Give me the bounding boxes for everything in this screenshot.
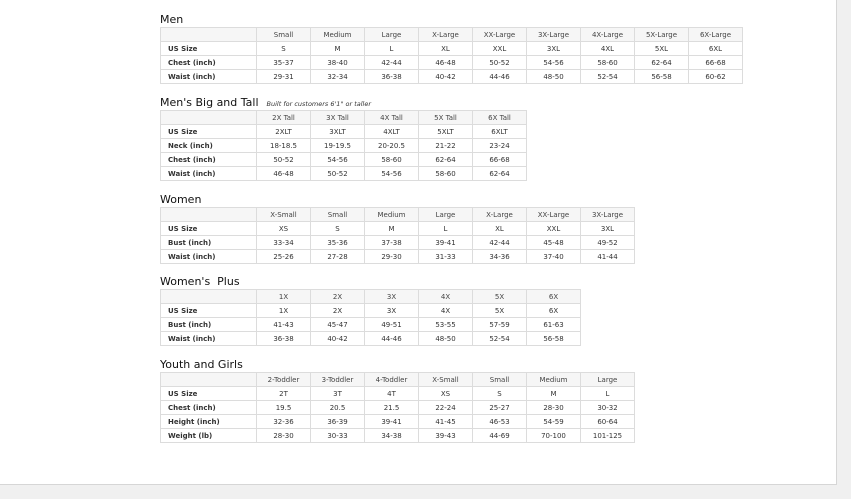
window-frame-right [837, 0, 851, 485]
row-label: Weight (lb) [161, 429, 257, 443]
table-cell: 60-64 [581, 415, 635, 429]
table-cell: 44-46 [365, 332, 419, 346]
table-cell: 6XL [689, 42, 743, 56]
header-row [161, 28, 743, 42]
section-title: Youth and Girls [160, 358, 243, 371]
column-header: 4X-Large [581, 28, 635, 42]
table-cell: 39-41 [419, 236, 473, 250]
table-cell: 49-52 [581, 236, 635, 250]
table-cell: 36-38 [365, 70, 419, 84]
table-cell: XS [257, 222, 311, 236]
row-label: Chest (inch) [161, 56, 257, 70]
column-header: Medium [365, 208, 419, 222]
table-cell: 39-43 [419, 429, 473, 443]
table-cell: 48-50 [527, 70, 581, 84]
table-cell: 45-47 [311, 318, 365, 332]
table-cell: 18-18.5 [257, 139, 311, 153]
row-label: US Size [161, 222, 257, 236]
column-header: Large [581, 373, 635, 387]
header-row [161, 208, 635, 222]
row-label: Chest (inch) [161, 401, 257, 415]
table-cell: 41-43 [257, 318, 311, 332]
table-cell: L [419, 222, 473, 236]
table-cell: 54-56 [365, 167, 419, 181]
table-cell: 56-58 [527, 332, 581, 346]
table-cell: 2XLT [257, 125, 311, 139]
table-cell: 3XLT [311, 125, 365, 139]
table-cell: 25-26 [257, 250, 311, 264]
table-cell: 28-30 [257, 429, 311, 443]
table-cell: 66-68 [473, 153, 527, 167]
table-row [161, 401, 635, 415]
section-womens-plus [160, 274, 581, 346]
table-cell: XXL [527, 222, 581, 236]
table-cell: 27-28 [311, 250, 365, 264]
header-row [161, 290, 581, 304]
table-cell: 19-19.5 [311, 139, 365, 153]
column-header: 4-Toddler [365, 373, 419, 387]
row-label: US Size [161, 125, 257, 139]
table-cell: 34-38 [365, 429, 419, 443]
column-header: Medium [527, 373, 581, 387]
table-row [161, 56, 743, 70]
table-row [161, 125, 527, 139]
table-row [161, 167, 527, 181]
section-subtitle: Built for customers 6'1" or taller [266, 100, 372, 108]
table-row [161, 332, 581, 346]
column-header: Large [365, 28, 419, 42]
table-cell: 31-33 [419, 250, 473, 264]
table-cell: 23-24 [473, 139, 527, 153]
table-cell: 32-36 [257, 415, 311, 429]
table-cell: 52-54 [581, 70, 635, 84]
table-cell: 46-48 [257, 167, 311, 181]
table-cell: 42-44 [473, 236, 527, 250]
table-cell: M [365, 222, 419, 236]
table-cell: 44-69 [473, 429, 527, 443]
table-row [161, 318, 581, 332]
table-cell: XS [419, 387, 473, 401]
table-cell: 58-60 [581, 56, 635, 70]
table-cell: 54-59 [527, 415, 581, 429]
table-cell: M [311, 42, 365, 56]
column-header: 3-Toddler [311, 373, 365, 387]
column-header: 3X-Large [527, 28, 581, 42]
table-cell: 56-58 [635, 70, 689, 84]
table-cell: 66-68 [689, 56, 743, 70]
table-cell: 36-38 [257, 332, 311, 346]
table-cell: 21-22 [419, 139, 473, 153]
column-header: 2-Toddler [257, 373, 311, 387]
table-cell: S [311, 222, 365, 236]
column-header: 6X [527, 290, 581, 304]
table-cell: 3XL [527, 42, 581, 56]
table-cell: 48-50 [419, 332, 473, 346]
table-cell: 30-32 [581, 401, 635, 415]
table-cell: 54-56 [527, 56, 581, 70]
table-cell: 6XLT [473, 125, 527, 139]
table-cell: M [527, 387, 581, 401]
table-row [161, 387, 635, 401]
table-row [161, 236, 635, 250]
table-cell: 41-44 [581, 250, 635, 264]
column-header: 6X-Large [689, 28, 743, 42]
table-cell: 42-44 [365, 56, 419, 70]
column-header: 3X [365, 290, 419, 304]
size-table-youth-and-girls [160, 372, 635, 443]
table-cell: 3T [311, 387, 365, 401]
column-header: XX-Large [473, 28, 527, 42]
table-cell: 62-64 [419, 153, 473, 167]
table-cell: XXL [473, 42, 527, 56]
section-title: Women's Plus [160, 275, 240, 288]
header-row [161, 111, 527, 125]
column-header: X-Large [473, 208, 527, 222]
header-row [161, 373, 635, 387]
table-cell: 61-63 [527, 318, 581, 332]
table-cell: 50-52 [473, 56, 527, 70]
column-header: 4X [419, 290, 473, 304]
table-cell: 2T [257, 387, 311, 401]
row-label: US Size [161, 42, 257, 56]
section-title: Women [160, 193, 202, 206]
row-label: Height (inch) [161, 415, 257, 429]
row-label: Waist (inch) [161, 250, 257, 264]
table-cell: 57-59 [473, 318, 527, 332]
row-label: US Size [161, 304, 257, 318]
table-cell: 37-38 [365, 236, 419, 250]
header-corner [161, 290, 257, 304]
table-cell: 5X [473, 304, 527, 318]
column-header: 6X Tall [473, 111, 527, 125]
table-cell: 33-34 [257, 236, 311, 250]
table-cell: 40-42 [419, 70, 473, 84]
table-cell: 6X [527, 304, 581, 318]
table-cell: 5XLT [419, 125, 473, 139]
size-table-womens-plus [160, 289, 581, 346]
table-cell: 29-31 [257, 70, 311, 84]
table-cell: 60-62 [689, 70, 743, 84]
table-cell: 40-42 [311, 332, 365, 346]
table-cell: 45-48 [527, 236, 581, 250]
table-cell: 4X [419, 304, 473, 318]
table-cell: 22-24 [419, 401, 473, 415]
row-label: Waist (inch) [161, 70, 257, 84]
column-header: 5X-Large [635, 28, 689, 42]
row-label: Neck (inch) [161, 139, 257, 153]
table-cell: 58-60 [365, 153, 419, 167]
table-cell: 30-33 [311, 429, 365, 443]
table-cell: 32-34 [311, 70, 365, 84]
table-cell: 38-40 [311, 56, 365, 70]
section-mens-big-and-tall [160, 95, 527, 181]
header-corner [161, 208, 257, 222]
table-cell: 50-52 [311, 167, 365, 181]
table-cell: 62-64 [473, 167, 527, 181]
table-cell: 1X [257, 304, 311, 318]
table-cell: 29-30 [365, 250, 419, 264]
table-cell: 34-36 [473, 250, 527, 264]
table-cell: S [257, 42, 311, 56]
window-frame-bottom [0, 485, 851, 499]
section-title: Men [160, 13, 184, 26]
column-header: X-Large [419, 28, 473, 42]
row-label: Chest (inch) [161, 153, 257, 167]
column-header: Small [257, 28, 311, 42]
section-men [160, 12, 743, 84]
table-row [161, 139, 527, 153]
column-header: X-Small [257, 208, 311, 222]
table-cell: 3X [365, 304, 419, 318]
table-cell: 4XLT [365, 125, 419, 139]
table-cell: 35-36 [311, 236, 365, 250]
table-row [161, 415, 635, 429]
column-header: 3X Tall [311, 111, 365, 125]
table-cell: 41-45 [419, 415, 473, 429]
size-table-mens-big-and-tall [160, 110, 527, 181]
column-header: 4X Tall [365, 111, 419, 125]
table-cell: L [581, 387, 635, 401]
table-cell: 4T [365, 387, 419, 401]
table-cell: XL [473, 222, 527, 236]
table-cell: 46-48 [419, 56, 473, 70]
column-header: Medium [311, 28, 365, 42]
column-header: Large [419, 208, 473, 222]
table-cell: 49-51 [365, 318, 419, 332]
column-header: Small [311, 208, 365, 222]
table-cell: 21.5 [365, 401, 419, 415]
table-cell: 46-53 [473, 415, 527, 429]
header-corner [161, 28, 257, 42]
table-cell: 20.5 [311, 401, 365, 415]
table-cell: L [365, 42, 419, 56]
column-header: 5X [473, 290, 527, 304]
column-header: X-Small [419, 373, 473, 387]
row-label: Waist (inch) [161, 332, 257, 346]
column-header: 2X [311, 290, 365, 304]
row-label: Waist (inch) [161, 167, 257, 181]
column-header: Small [473, 373, 527, 387]
header-corner [161, 373, 257, 387]
header-corner [161, 111, 257, 125]
table-row [161, 153, 527, 167]
row-label: US Size [161, 387, 257, 401]
table-row [161, 304, 581, 318]
table-row [161, 250, 635, 264]
table-cell: 44-46 [473, 70, 527, 84]
table-cell: 70-100 [527, 429, 581, 443]
section-title: Men's Big and Tall Built for customers 6'1" or taller [160, 96, 372, 109]
table-cell: 20-20.5 [365, 139, 419, 153]
table-cell: 52-54 [473, 332, 527, 346]
table-row [161, 42, 743, 56]
table-cell: 2X [311, 304, 365, 318]
table-cell: 54-56 [311, 153, 365, 167]
table-cell: 35-37 [257, 56, 311, 70]
table-cell: XL [419, 42, 473, 56]
table-row [161, 429, 635, 443]
size-table-men [160, 27, 743, 84]
row-label: Bust (inch) [161, 318, 257, 332]
size-table-women [160, 207, 635, 264]
table-cell: 5XL [635, 42, 689, 56]
table-cell: 25-27 [473, 401, 527, 415]
table-cell: 62-64 [635, 56, 689, 70]
table-cell: 50-52 [257, 153, 311, 167]
table-row [161, 222, 635, 236]
table-cell: 58-60 [419, 167, 473, 181]
column-header: 3X-Large [581, 208, 635, 222]
table-row [161, 70, 743, 84]
column-header: 1X [257, 290, 311, 304]
table-cell: 39-41 [365, 415, 419, 429]
section-youth-and-girls [160, 357, 635, 443]
table-cell: 53-55 [419, 318, 473, 332]
table-cell: 19.5 [257, 401, 311, 415]
table-cell: S [473, 387, 527, 401]
column-header: 2X Tall [257, 111, 311, 125]
table-cell: 36-39 [311, 415, 365, 429]
section-women [160, 192, 635, 264]
table-cell: 3XL [581, 222, 635, 236]
column-header: XX-Large [527, 208, 581, 222]
row-label: Bust (inch) [161, 236, 257, 250]
column-header: 5X Tall [419, 111, 473, 125]
table-cell: 4XL [581, 42, 635, 56]
table-cell: 37-40 [527, 250, 581, 264]
table-cell: 101-125 [581, 429, 635, 443]
table-cell: 28-30 [527, 401, 581, 415]
